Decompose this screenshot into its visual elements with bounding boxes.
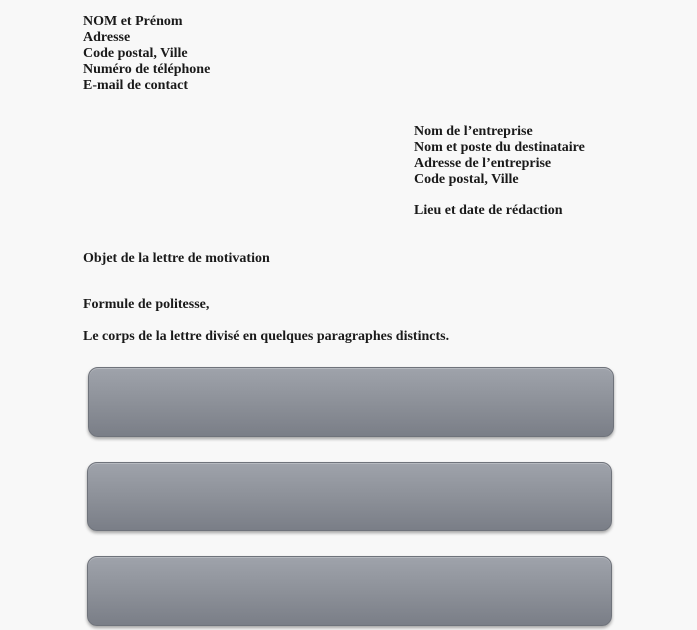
paragraph-placeholder-1	[88, 367, 614, 437]
recipient-address: Adresse de l’entreprise	[414, 156, 552, 171]
recipient-company: Nom de l’entreprise	[414, 124, 533, 139]
recipient-postal-city: Code postal, Ville	[414, 172, 519, 187]
recipient-contact: Nom et poste du destinataire	[414, 140, 585, 155]
paragraph-placeholder-2	[87, 462, 612, 531]
letter-subject: Objet de la lettre de motivation	[83, 251, 270, 266]
greeting: Formule de politesse,	[83, 297, 210, 312]
place-date: Lieu et date de rédaction	[414, 203, 563, 218]
sender-email: E-mail de contact	[83, 78, 188, 93]
recipient-block	[414, 124, 585, 188]
body-intro: Le corps de la lettre divisé en quelques paragraphes distincts.	[83, 329, 450, 344]
sender-name: NOM et Prénom	[83, 14, 183, 29]
sender-postal-city: Code postal, Ville	[83, 46, 188, 61]
paragraph-placeholder-3	[87, 556, 612, 626]
sender-address: Adresse	[83, 30, 131, 45]
sender-block	[83, 14, 210, 94]
sender-phone: Numéro de téléphone	[83, 62, 211, 77]
